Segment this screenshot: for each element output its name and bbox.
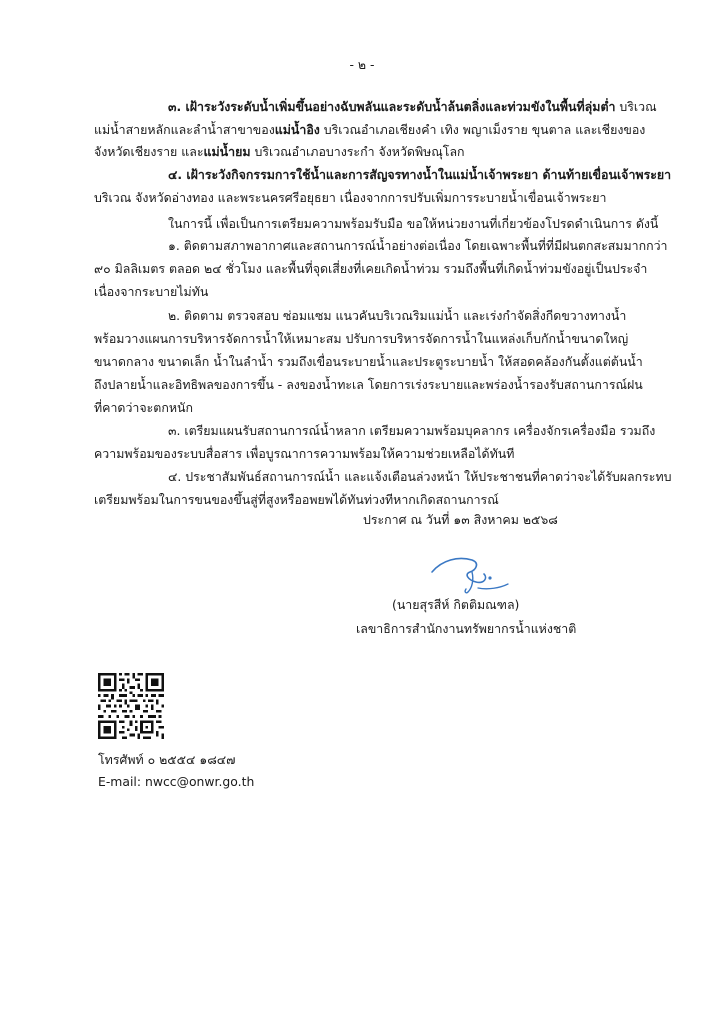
phone-number: โทรศัพท์ ๐ ๒๕๕๔ ๑๘๔๗ [98, 752, 236, 767]
qr-code-icon[interactable] [98, 673, 164, 739]
action3-line: ๓. เตรียมแผนรับสถานการณ์น้ำหลาก เตรียมความพร้อมบุคลากร เครื่องจักรเครื่องมือ รวมถึง [168, 423, 656, 438]
river-ing: แม่น้ำอิง [274, 122, 320, 137]
action2-line: ๒. ติดตาม ตรวจสอบ ซ่อมแซม แนวคันบริเวณริมแม่น้ำ และเร่งกำจัดสิ่งกีดขวางทางน้ำ [168, 308, 627, 323]
signature-image [428, 550, 528, 600]
action1-line: ๙๐ มิลลิเมตร ตลอด ๒๔ ชั่วโมง และพื้นที่จุดเสี่ยงที่เคยเกิดน้ำท่วม รวมถึงพื้นที่เกิดน้ำท่วมขังอยู่เป็นประจำ [94, 261, 648, 276]
page-number: - ๒ - [349, 57, 375, 72]
signer-title: เลขาธิการสำนักงานทรัพยากรน้ำแห่งชาติ [356, 621, 577, 636]
item3-heading: ๓. เฝ้าระวังระดับน้ำเพิ่มขึ้นอย่างฉับพลันและระดับน้ำล้นตลิ่งและท่วมขังในพื้นที่ลุ่มต่ำ [168, 99, 616, 114]
item3-line1 [168, 99, 657, 115]
announcement-date: ประกาศ ณ วันที่ ๑๓ สิงหาคม ๒๕๖๘ [363, 512, 558, 527]
item3-text: จังหวัดเชียงราย และ [94, 144, 204, 159]
item4-line1 [168, 167, 671, 183]
item3-line1-rest: บริเวณ [619, 99, 657, 114]
item3-line3 [94, 144, 465, 160]
item4-line2: บริเวณ จังหวัดอ่างทอง และพระนครศรีอยุธยา เนื่องจากการปรับเพิ่มการระบายน้ำเขื่อนเจ้าพระยา [94, 190, 607, 205]
action2-line: ถึงปลายน้ำและอิทธิพลของการขึ้น - ลงของน้ำทะเล โดยการเร่งระบายและพร่องน้ำรองรับสถานการณ์ฝน [94, 377, 643, 392]
action4-line: ๔. ประชาสัมพันธ์สถานการณ์น้ำ และแจ้งเตือนล่วงหน้า ให้ประชาชนที่คาดว่าจะได้รับผลกระทบ [168, 469, 672, 484]
signer-name: (นายสุรสีห์ กิตติมณฑล) [392, 597, 520, 612]
item3-text: แม่น้ำสายหลักและลำน้ำสาขาของ [94, 122, 275, 137]
action4-line: เตรียมพร้อมในการขนของขึ้นสู่ที่สูงหรืออพยพได้ทันท่วงทีหากเกิดสถานการณ์ [94, 492, 499, 507]
action2-line: ขนาดกลาง ขนาดเล็ก น้ำในลำน้ำ รวมถึงเขื่อนระบายน้ำและประตูระบายน้ำ ให้สอดคล้องกันตั้งแต่ต้นน้ำ [94, 354, 643, 369]
action2-line: ที่คาดว่าจะตกหนัก [94, 400, 193, 415]
intro-paragraph: ในการนี้ เพื่อเป็นการเตรียมความพร้อมรับมือ ขอให้หน่วยงานที่เกี่ยวข้องโปรดดำเนินการ ดังนี้ [168, 216, 659, 231]
email-address[interactable]: E-mail: nwcc@onwr.go.th [98, 774, 255, 789]
action1-line: เนื่องจากระบายไม่ทัน [94, 284, 209, 299]
action2-line: พร้อมวางแผนการบริหารจัดการน้ำให้เหมาะสม ปรับการบริหารจัดการน้ำในแหล่งเก็บกักน้ำขนาดใหญ่ [94, 331, 629, 346]
action1-line: ๑. ติดตามสภาพอากาศและสถานการณ์น้ำอย่างต่อเนื่อง โดยเฉพาะพื้นที่ที่มีฝนตกสะสมมากกว่า [168, 238, 668, 253]
action3-line: ความพร้อมของระบบสื่อสาร เพื่อบูรณาการความพร้อมให้ความช่วยเหลือได้ทันที [94, 446, 515, 461]
item4-heading: ๔. เฝ้าระวังกิจกรรมการใช้น้ำและการสัญจรทางน้ำในแม่น้ำเจ้าพระยา ด้านท้ายเขื่อนเจ้าพระยา [168, 167, 672, 182]
river-yom: แม่น้ำยม [203, 144, 251, 159]
item3-line2 [94, 122, 645, 138]
item3-text: บริเวณอำเภอเชียงคำ เทิง พญาเม็งราย ขุนตาล และเชียงของ [323, 122, 646, 137]
item3-text: บริเวณอำเภอบางระกำ จังหวัดพิษณุโลก [254, 144, 465, 159]
